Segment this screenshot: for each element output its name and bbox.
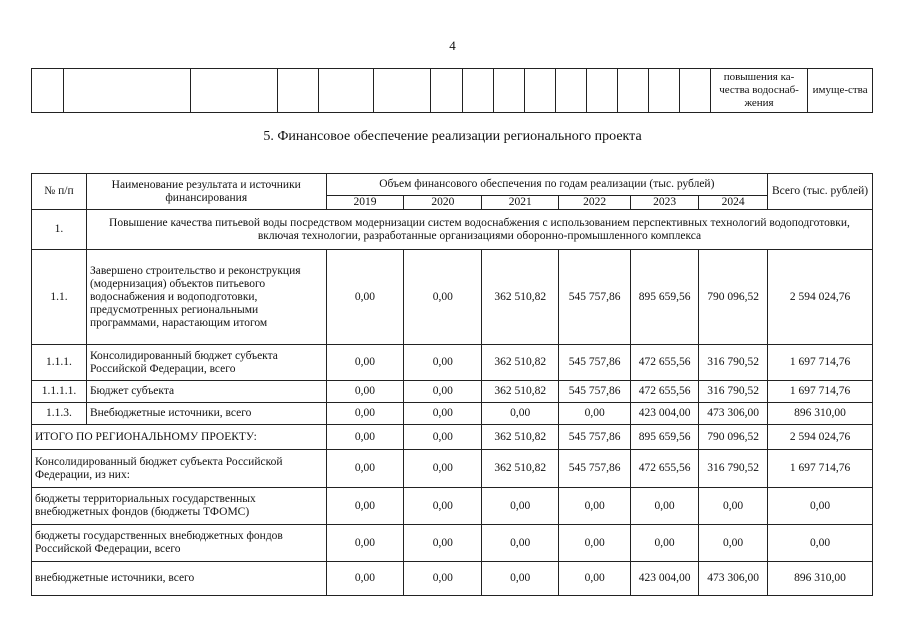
value-cell: 0,00 [699,525,768,562]
value-cell: 473 306,00 [699,562,768,596]
value-cell: 0,00 [326,525,404,562]
value-cell: 0,00 [326,250,404,345]
table-row [32,403,873,425]
table-cell [318,69,373,113]
value-cell: 0,00 [482,403,559,425]
summary-row [32,525,873,562]
table-cell [648,69,680,113]
row-name: Внебюджетные источники, всего [86,403,326,425]
top-cell-b: имуще-ства [808,69,873,113]
row-number: 1. [32,210,87,250]
value-cell: 0,00 [404,425,482,450]
header-year: 2021 [482,196,559,210]
header-year: 2022 [559,196,631,210]
table-cell [680,69,711,113]
value-cell: 0,00 [404,381,482,403]
total-cell: 1 697 714,76 [768,450,873,488]
value-cell: 0,00 [404,562,482,596]
table-cell [494,69,525,113]
summary-name: бюджеты государственных внебюджетных фондов Российской Федерации, всего [32,525,327,562]
value-cell: 0,00 [326,450,404,488]
total-cell: 2 594 024,76 [768,425,873,450]
total-cell: 2 594 024,76 [768,250,873,345]
value-cell: 362 510,82 [482,381,559,403]
value-cell: 0,00 [559,525,631,562]
value-cell: 423 004,00 [631,562,699,596]
summary-row [32,425,873,450]
summary-name: бюджеты территориальных государственных внебюджетных фондов (бюджеты ТФОМС) [32,488,327,525]
table-row [32,381,873,403]
table-cell [618,69,649,113]
value-cell: 362 510,82 [482,345,559,381]
header-year: 2023 [631,196,699,210]
value-cell: 895 659,56 [631,425,699,450]
value-cell: 362 510,82 [482,425,559,450]
summary-name: ИТОГО ПО РЕГИОНАЛЬНОМУ ПРОЕКТУ: [32,425,327,450]
row-name: Завершено строительство и реконструкция (модернизация) объектов питьевого водоснабжения и водоподготовки, предусмотренных региональными программами, нарастающим итогом [86,250,326,345]
value-cell: 472 655,56 [631,345,699,381]
value-cell: 790 096,52 [699,425,768,450]
table-cell [63,69,190,113]
summary-name: Консолидированный бюджет субъекта Российской Федерации, из них: [32,450,327,488]
previous-table-fragment [31,68,873,113]
value-cell: 423 004,00 [631,403,699,425]
summary-row [32,488,873,525]
row-number: 1.1. [32,250,87,345]
value-cell: 0,00 [404,488,482,525]
value-cell: 790 096,52 [699,250,768,345]
value-cell: 316 790,52 [699,450,768,488]
total-cell: 1 697 714,76 [768,345,873,381]
value-cell: 0,00 [631,488,699,525]
table-cell [32,69,64,113]
total-cell: 896 310,00 [768,403,873,425]
value-cell: 362 510,82 [482,250,559,345]
value-cell: 0,00 [404,345,482,381]
summary-row [32,562,873,596]
table-cell [373,69,430,113]
value-cell: 316 790,52 [699,345,768,381]
value-cell: 472 655,56 [631,450,699,488]
total-cell: 0,00 [768,525,873,562]
value-cell: 0,00 [404,450,482,488]
value-cell: 0,00 [559,562,631,596]
row-name: Бюджет субъекта [86,381,326,403]
value-cell: 0,00 [559,403,631,425]
summary-name: внебюджетные источники, всего [32,562,327,596]
financing-table [31,173,873,596]
value-cell: 0,00 [482,562,559,596]
section-row [32,210,873,250]
value-cell: 545 757,86 [559,381,631,403]
row-number: 1.1.1. [32,345,87,381]
row-name: Консолидированный бюджет субъекта Российской Федерации, всего [86,345,326,381]
section-text: Повышение качества питьевой воды посредством модернизации систем водоснабжения с использованием перспективных технологий водоподготовки, включая технологии, разработанные организациями оборонно-промышленного комплекса [86,210,872,250]
value-cell: 0,00 [326,381,404,403]
header-name: Наименование результата и источники финансирования [86,174,326,210]
value-cell: 0,00 [326,562,404,596]
value-cell: 0,00 [326,425,404,450]
section-title: 5. Финансовое обеспечение реализации регионального проекта [263,129,642,144]
value-cell: 545 757,86 [559,345,631,381]
header-year: 2019 [326,196,404,210]
value-cell: 0,00 [326,488,404,525]
value-cell: 472 655,56 [631,381,699,403]
header-year: 2024 [699,196,768,210]
value-cell: 545 757,86 [559,425,631,450]
table-cell [190,69,278,113]
table-cell [556,69,587,113]
value-cell: 316 790,52 [699,381,768,403]
value-cell: 473 306,00 [699,403,768,425]
table-cell [462,69,494,113]
value-cell: 0,00 [559,488,631,525]
header-volume: Объем финансового обеспечения по годам реализации (тыс. рублей) [326,174,768,196]
total-cell: 896 310,00 [768,562,873,596]
table-cell [278,69,318,113]
header-year: 2020 [404,196,482,210]
page-number: 4 [449,38,456,53]
table-cell [524,69,556,113]
value-cell: 545 757,86 [559,450,631,488]
value-cell: 362 510,82 [482,450,559,488]
header-total: Всего (тыс. рублей) [768,174,873,210]
value-cell: 0,00 [326,345,404,381]
value-cell: 545 757,86 [559,250,631,345]
table-row [32,69,873,113]
value-cell: 0,00 [404,403,482,425]
value-cell: 0,00 [699,488,768,525]
table-header-row [32,174,873,196]
value-cell: 895 659,56 [631,250,699,345]
value-cell: 0,00 [404,525,482,562]
total-cell: 1 697 714,76 [768,381,873,403]
value-cell: 0,00 [482,525,559,562]
value-cell: 0,00 [631,525,699,562]
total-cell: 0,00 [768,488,873,525]
value-cell: 0,00 [404,250,482,345]
row-number: 1.1.1.1. [32,381,87,403]
table-row [32,345,873,381]
top-cell-a: повышения ка-чества водоснаб-жения [710,69,807,113]
value-cell: 0,00 [326,403,404,425]
table-cell [586,69,618,113]
value-cell: 0,00 [482,488,559,525]
row-number: 1.1.3. [32,403,87,425]
header-num: № п/п [32,174,87,210]
summary-row [32,450,873,488]
table-cell [430,69,462,113]
table-row [32,250,873,345]
